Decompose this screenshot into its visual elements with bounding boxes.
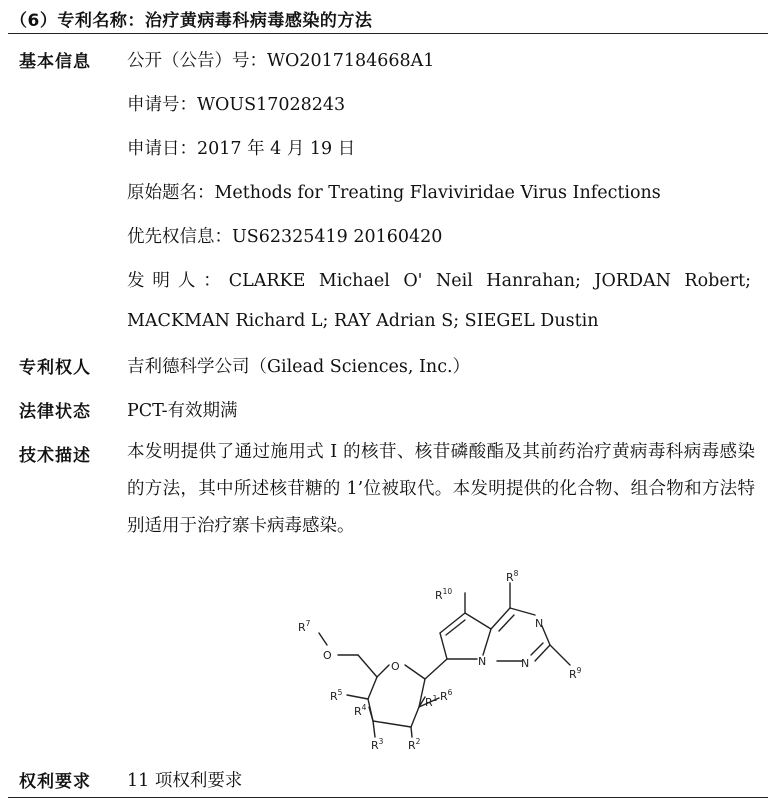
publication-number: 公开（公告）号：WO2017184668A1 bbox=[127, 51, 435, 71]
atom-n3: N bbox=[521, 657, 530, 670]
atom-o-ether: O bbox=[323, 649, 332, 662]
bottom-rule bbox=[8, 797, 768, 798]
atom-n2: N bbox=[535, 617, 544, 630]
label-tech-description: 技术描述 bbox=[19, 446, 91, 466]
label-r8: $R^8$ bbox=[506, 569, 519, 584]
inventors-line-2: MACKMAN Richard L; RAY Adrian S; SIEGEL Dustin bbox=[127, 311, 599, 331]
legal-status-value: PCT-有效期满 bbox=[127, 401, 238, 421]
label-r9: $R^9$ bbox=[569, 666, 582, 681]
label-r3: $R^3$ bbox=[371, 737, 384, 752]
chemical-structure bbox=[285, 555, 615, 755]
label-r2: $R^2$ bbox=[408, 737, 421, 752]
label-assignee: 专利权人 bbox=[19, 358, 91, 378]
claims-value: 11 项权利要求 bbox=[127, 771, 243, 791]
application-number: 申请号：WOUS17028243 bbox=[127, 95, 346, 115]
label-r6: $R^6$ bbox=[440, 688, 453, 703]
top-rule bbox=[8, 33, 768, 34]
label-legal-status: 法律状态 bbox=[19, 402, 91, 422]
label-r5: $R^5$ bbox=[330, 688, 343, 703]
label-r7: $R^7$ bbox=[298, 619, 311, 634]
assignee-value: 吉利德科学公司（Gilead Sciences, Inc.） bbox=[127, 357, 471, 377]
label-basic-info: 基本信息 bbox=[19, 52, 91, 72]
application-date: 申请日：2017 年 4 月 19 日 bbox=[127, 139, 356, 159]
patent-heading: （6）专利名称：治疗黄病毒科病毒感染的方法 bbox=[10, 11, 373, 31]
inventors-line-1: 发明人：CLARKE Michael O' Neil Hanrahan; JORDAN Robert; bbox=[127, 271, 751, 291]
atom-o-ring: O bbox=[391, 660, 400, 673]
label-r4: $R^4$ bbox=[354, 703, 367, 718]
atom-n1: N bbox=[478, 655, 487, 668]
label-claims: 权利要求 bbox=[19, 772, 91, 792]
tech-description-text: 本发明提供了通过施用式 I 的核苷、核苷磷酸酯及其前药治疗黄病毒科病毒感染的方法，其中所述核苷糖的 1’位被取代。本发明提供的化合物、组合物和方法特别适用于治疗寨卡病毒感染。 bbox=[127, 442, 755, 536]
label-r1: $R^1$ bbox=[425, 694, 438, 709]
label-r10: $R^{10}$ bbox=[435, 587, 453, 602]
priority-info: 优先权信息：US62325419 20160420 bbox=[127, 227, 443, 247]
original-title: 原始题名：Methods for Treating Flaviviridae Virus Infections bbox=[127, 183, 661, 203]
